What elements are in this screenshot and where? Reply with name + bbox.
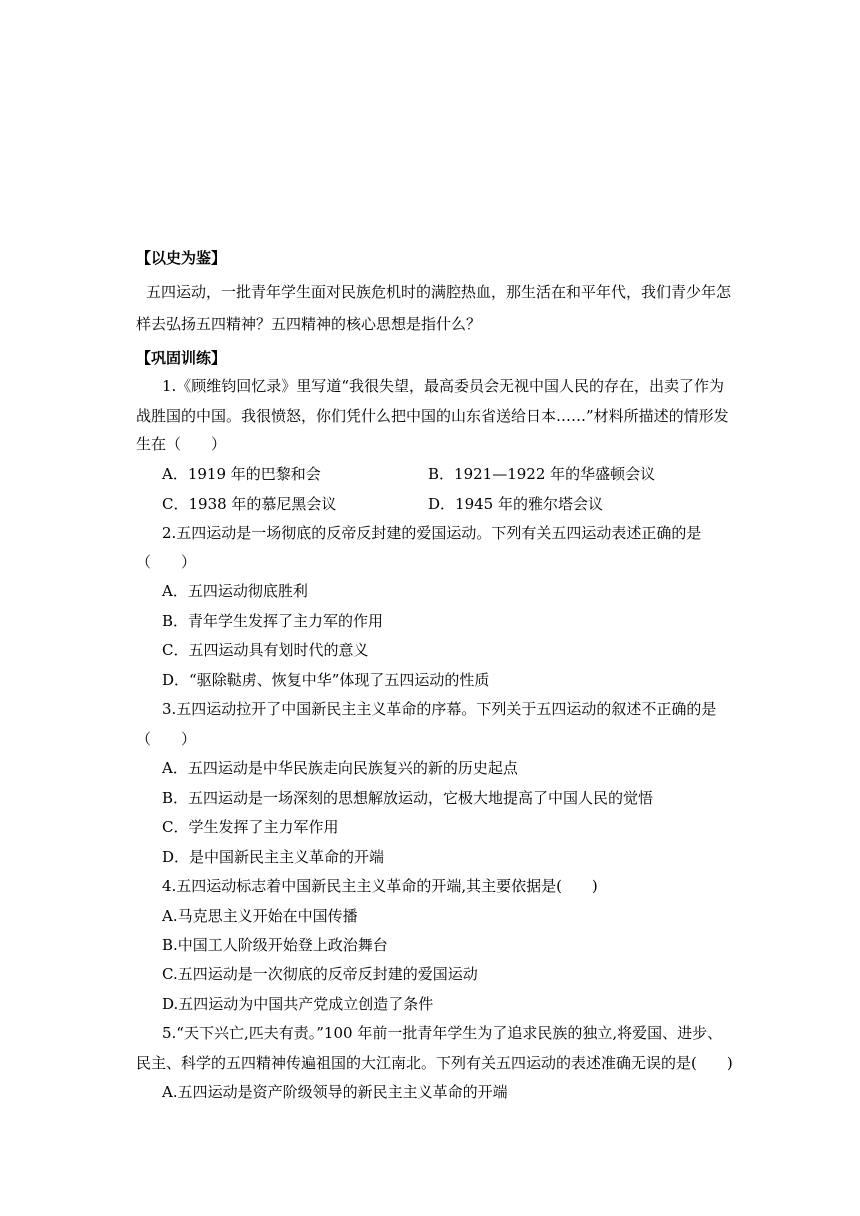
- question-2-option-d: D．“驱除鞑虏、恢复中华”体现了五四运动的性质: [162, 671, 490, 689]
- question-1-stem: 战胜国的中国。我很愤怒，你们凭什么把中国的山东省送给日本……”材料所描述的情形发: [136, 407, 729, 425]
- question-4-option-c: C.五四运动是一次彻底的反帝反封建的爱国运动: [162, 965, 478, 983]
- question-2-option-a: A．五四运动彻底胜利: [162, 582, 308, 600]
- paragraph-line: 五四运动，一批青年学生面对民族危机时的满腔热血，那生活在和平年代，我们青少年怎: [146, 283, 732, 301]
- question-3-option-c: C．学生发挥了主力军作用: [162, 818, 339, 836]
- question-1-stem: 1.《顾维钧回忆录》里写道“我很失望，最高委员会无视中国人民的存在，出卖了作为: [162, 377, 724, 395]
- question-1-option-c: C．1938 年的慕尼黑会议: [162, 495, 337, 513]
- question-1-option-d: D．1945 年的雅尔塔会议: [428, 495, 603, 513]
- question-3-stem: （ ）: [136, 730, 197, 748]
- question-2-stem: （ ）: [136, 553, 197, 571]
- question-5-stem: 民主、科学的五四精神传遍祖国的大江南北。下列有关五四运动的表述准确无误的是( ): [136, 1054, 733, 1072]
- question-2-option-b: B．青年学生发挥了主力军的作用: [162, 612, 384, 630]
- question-1-option-b: B．1921—1922 年的华盛顿会议: [428, 465, 656, 483]
- question-5-stem: 5.“天下兴亡,匹夫有责。”100 年前一批青年学生为了追求民族的独立,将爱国、进步、: [162, 1024, 723, 1042]
- section-title-practice: 【巩固训练】: [136, 349, 227, 367]
- question-3-option-b: B．五四运动是一场深刻的思想解放运动，它极大地提高了中国人民的觉悟: [162, 789, 654, 807]
- question-4-option-a: A.马克思主义开始在中国传播: [162, 907, 358, 925]
- question-4-stem: 4.五四运动标志着中国新民主主义革命的开端,其主要依据是( ): [162, 877, 598, 895]
- question-3-stem: 3.五四运动拉开了中国新民主主义革命的序幕。下列关于五四运动的叙述不正确的是: [162, 700, 717, 718]
- question-4-option-d: D.五四运动为中国共产党成立创造了条件: [162, 995, 434, 1013]
- paragraph-line: 样去弘扬五四精神？五四精神的核心思想是指什么？: [136, 315, 482, 333]
- question-1-option-a: A．1919 年的巴黎和会: [162, 465, 321, 483]
- question-1-stem: 生在（ ）: [136, 435, 227, 453]
- question-5-option-a: A.五四运动是资产阶级领导的新民主主义革命的开端: [162, 1083, 508, 1101]
- question-2-option-c: C．五四运动具有划时代的意义: [162, 641, 369, 659]
- question-2-stem: 2.五四运动是一场彻底的反帝反封建的爱国运动。下列有关五四运动表述正确的是: [162, 524, 702, 542]
- section-title-lessons: 【以史为鉴】: [136, 249, 227, 267]
- question-3-option-a: A．五四运动是中华民族走向民族复兴的新的历史起点: [162, 759, 518, 777]
- question-3-option-d: D．是中国新民主主义革命的开端: [162, 848, 385, 866]
- question-4-option-b: B.中国工人阶级开始登上政治舞台: [162, 936, 388, 954]
